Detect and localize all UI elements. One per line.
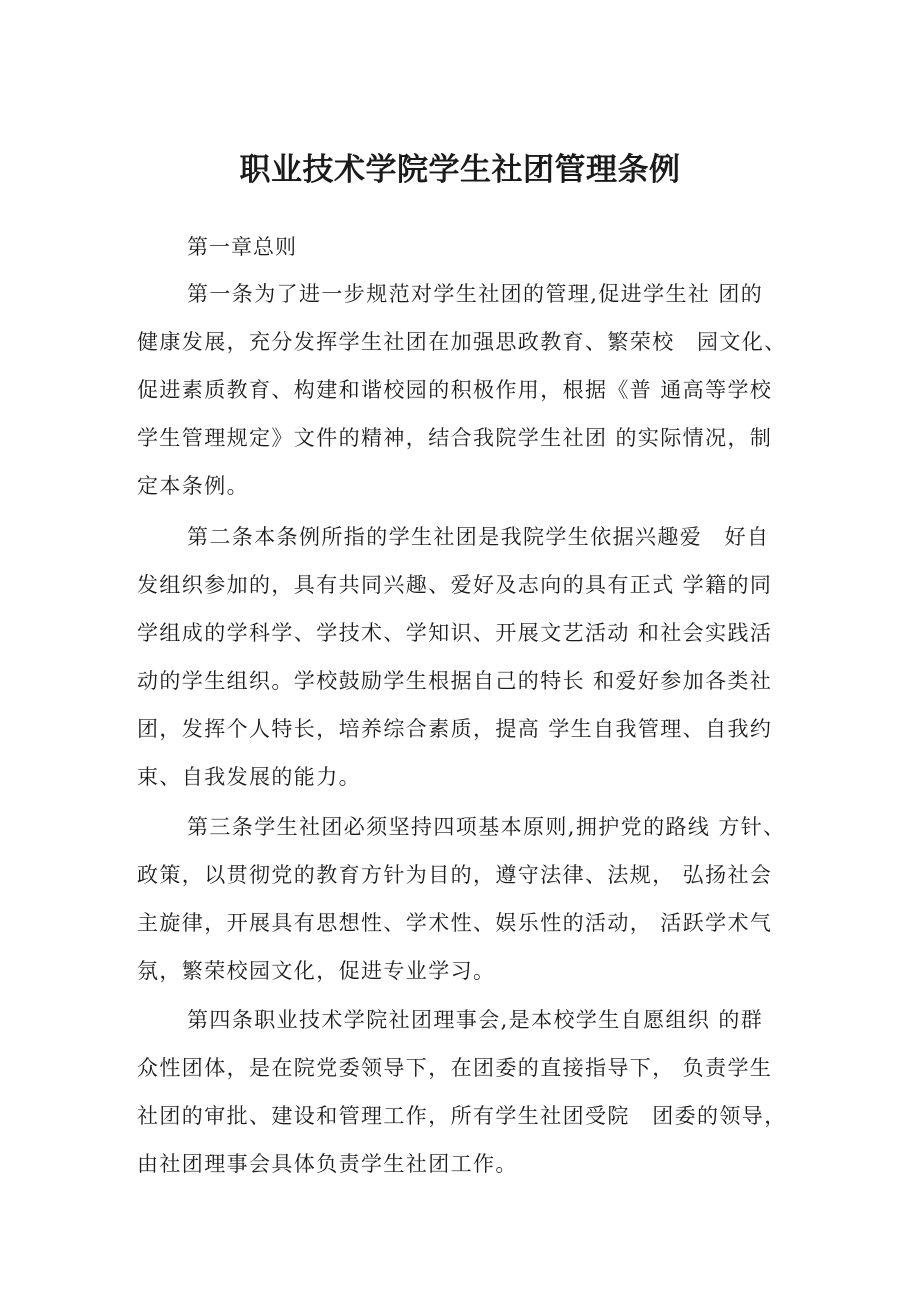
article-line: 主旋律，开展具有思想性、学术性、娱乐性的活动， 活跃学术气 bbox=[137, 911, 773, 935]
article-line: 第三条学生社团必须坚持四项基本原则,拥护党的路线 方针、 bbox=[187, 815, 786, 839]
article-line: 学生管理规定》文件的精神，结合我院学生社团 的实际情况，制 bbox=[137, 426, 773, 450]
article-line: 学组成的学科学、学技术、学知识、开展文艺活动 和社会实践活 bbox=[137, 621, 773, 645]
article-line: 束、自我发展的能力。 bbox=[137, 765, 361, 789]
article-1 bbox=[137, 270, 797, 510]
article-line: 政策，以贯彻党的教育方针为目的，遵守法律、法规， 弘扬社会 bbox=[137, 863, 773, 887]
article-2 bbox=[137, 513, 797, 801]
article-3 bbox=[137, 803, 797, 995]
article-line: 社团的审批、建设和管理工作，所有学生社团受院 团委的领导， bbox=[137, 1104, 787, 1128]
article-line: 发组织参加的，具有共同兴趣、爱好及志向的具有正式 学籍的同 bbox=[137, 573, 773, 597]
article-line: 第一条为了进一步规范对学生社团的管理,促进学生社 团的 bbox=[187, 282, 764, 306]
article-line: 第二条本条例所指的学生社团是我院学生依据兴趣爱 好自 bbox=[187, 525, 770, 549]
article-line: 众性团体，是在院党委领导下，在团委的直接指导下， 负责学生 bbox=[137, 1056, 773, 1080]
article-line: 动的学生组织。学校鼓励学生根据自己的特长 和爱好参加各类社 bbox=[137, 669, 773, 693]
article-line: 第四条职业技术学院社团理事会,是本校学生自愿组织 的群 bbox=[187, 1008, 764, 1032]
document-title: 职业技术学院学生社团管理条例 bbox=[239, 152, 681, 188]
article-line: 促进素质教育、构建和谐校园的积极作用，根据《普 通高等学校 bbox=[137, 378, 773, 402]
article-line: 定本条例。 bbox=[137, 474, 249, 498]
article-line: 由社团理事会具体负责学生社团工作。 bbox=[137, 1152, 518, 1176]
article-4 bbox=[137, 996, 797, 1188]
chapter-heading: 第一章总则 bbox=[187, 235, 297, 259]
article-line: 氛，繁荣校园文化，促进专业学习。 bbox=[137, 959, 496, 983]
article-line: 健康发展，充分发挥学生社团在加强思政教育、繁荣校 园文化、 bbox=[137, 330, 787, 354]
article-line: 团，发挥个人特长，培养综合素质，提高 学生自我管理、自我约 bbox=[137, 717, 773, 741]
